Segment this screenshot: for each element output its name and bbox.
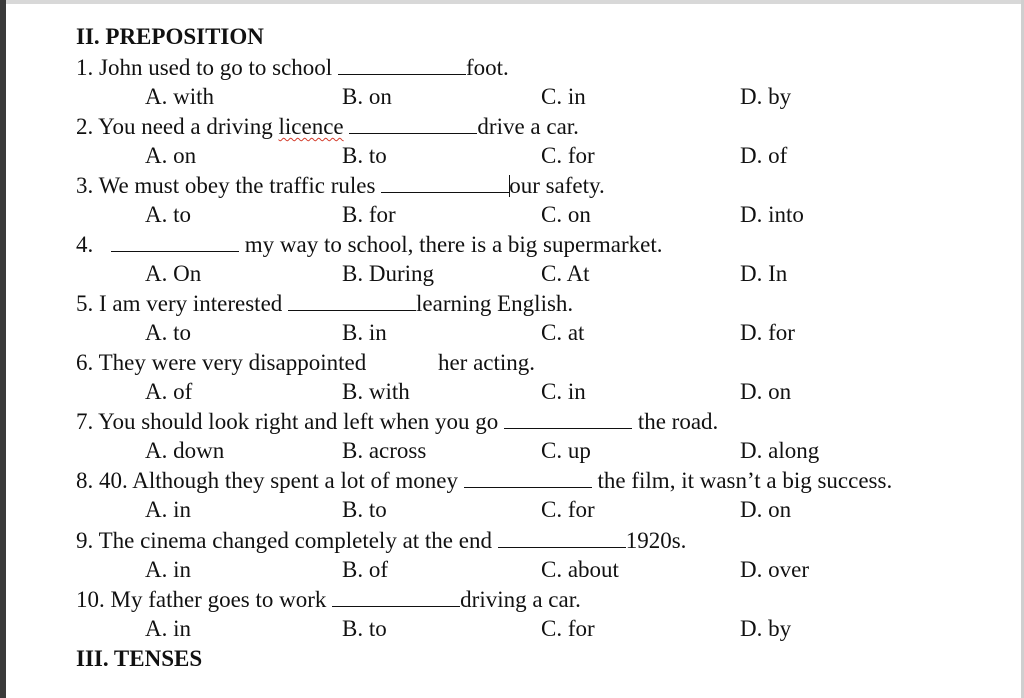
option-d: D. into bbox=[740, 202, 804, 227]
answer-blank[interactable] bbox=[332, 588, 460, 607]
section-heading-tenses: III. TENSES bbox=[76, 646, 203, 671]
answer-blank[interactable] bbox=[111, 233, 239, 252]
option-d: D. on bbox=[740, 497, 792, 522]
option-a: A. with bbox=[145, 84, 214, 109]
option-b: B. to bbox=[342, 143, 387, 168]
question-text-after: drive a car. bbox=[477, 114, 579, 139]
answer-blank[interactable] bbox=[498, 529, 626, 548]
option-c: C. at bbox=[541, 320, 585, 345]
answer-blank[interactable] bbox=[381, 174, 509, 193]
question-text-after: her acting. bbox=[437, 350, 536, 375]
question-text-after: our safety. bbox=[509, 173, 605, 198]
question-text-after: my way to school, there is a big supermarket. bbox=[244, 232, 663, 257]
option-b: B. on bbox=[342, 84, 392, 109]
question-text-after: learning English. bbox=[416, 291, 574, 316]
question-6 bbox=[76, 349, 535, 377]
question-text-after: foot. bbox=[465, 55, 509, 80]
option-c: C. in bbox=[541, 379, 586, 404]
question-9 bbox=[76, 527, 686, 555]
question-text: You need a driving bbox=[98, 114, 273, 139]
answer-blank[interactable] bbox=[349, 115, 477, 134]
question-number: 10. bbox=[76, 587, 105, 612]
option-a: A. down bbox=[145, 438, 225, 463]
spellcheck-word: licence bbox=[278, 114, 344, 139]
question-text: John used to go to school bbox=[99, 55, 333, 80]
option-d: D. along bbox=[740, 438, 820, 463]
question-number: 8. bbox=[76, 468, 94, 493]
option-b: B. to bbox=[342, 497, 387, 522]
answer-blank[interactable] bbox=[288, 292, 416, 311]
question-text: My father goes to work bbox=[110, 587, 327, 612]
option-a: A. of bbox=[145, 379, 193, 404]
question-number: 5. bbox=[76, 291, 94, 316]
question-number: 9. bbox=[76, 528, 94, 553]
option-d: D. for bbox=[740, 320, 795, 345]
question-number: 3. bbox=[76, 173, 94, 198]
option-d: D. In bbox=[740, 261, 788, 286]
option-b: B. of bbox=[342, 557, 388, 582]
option-b: B. with bbox=[342, 379, 410, 404]
option-c: C. in bbox=[541, 84, 586, 109]
option-a: A. in bbox=[145, 497, 191, 522]
option-c: C. about bbox=[541, 557, 619, 582]
question-2 bbox=[76, 113, 579, 141]
option-a: A. to bbox=[145, 202, 191, 227]
option-a: A. to bbox=[145, 320, 191, 345]
option-b: B. in bbox=[342, 320, 387, 345]
option-b: B. During bbox=[342, 261, 434, 286]
answer-blank[interactable] bbox=[504, 410, 632, 429]
question-4 bbox=[76, 231, 662, 259]
question-number: 6. bbox=[76, 350, 94, 375]
question-text: The cinema changed completely at the end bbox=[98, 528, 492, 553]
option-d: D. by bbox=[740, 616, 792, 641]
question-text: 40. Although they spent a lot of money bbox=[99, 468, 459, 493]
option-c: C. on bbox=[541, 202, 591, 227]
question-number: 4. bbox=[76, 232, 94, 257]
question-3 bbox=[76, 172, 605, 200]
option-a: A. On bbox=[145, 261, 202, 286]
option-c: C. for bbox=[541, 143, 595, 168]
question-text: You should look right and left when you go bbox=[98, 409, 499, 434]
option-c: C. for bbox=[541, 497, 595, 522]
question-5 bbox=[76, 290, 573, 318]
question-text-after: 1920s. bbox=[625, 528, 687, 553]
option-a: A. in bbox=[145, 616, 191, 641]
option-d: D. over bbox=[740, 557, 809, 582]
option-d: D. on bbox=[740, 379, 792, 404]
section-heading-preposition: II. PREPOSITION bbox=[76, 24, 264, 49]
option-a: A. on bbox=[145, 143, 197, 168]
question-8 bbox=[76, 467, 892, 495]
question-text: They were very disappointed bbox=[98, 350, 367, 375]
option-b: B. to bbox=[342, 616, 387, 641]
question-number: 2. bbox=[76, 114, 94, 139]
question-text: I am very interested bbox=[99, 291, 283, 316]
question-10 bbox=[76, 586, 581, 614]
question-text-after: the road. bbox=[637, 409, 719, 434]
option-c: C. At bbox=[541, 261, 590, 286]
question-number: 1. bbox=[76, 55, 94, 80]
question-text: We must obey the traffic rules bbox=[98, 173, 376, 198]
answer-blank[interactable] bbox=[464, 469, 592, 488]
answer-blank[interactable] bbox=[338, 56, 466, 75]
option-c: C. for bbox=[541, 616, 595, 641]
question-text-after: driving a car. bbox=[460, 587, 581, 612]
option-d: D. of bbox=[740, 143, 788, 168]
question-text-after: the film, it wasn’t a big success. bbox=[597, 468, 893, 493]
option-c: C. up bbox=[541, 438, 591, 463]
option-b: B. across bbox=[342, 438, 427, 463]
question-number: 7. bbox=[76, 409, 94, 434]
option-d: D. by bbox=[740, 84, 792, 109]
question-1 bbox=[76, 54, 509, 82]
option-a: A. in bbox=[145, 557, 191, 582]
question-7 bbox=[76, 408, 718, 436]
option-b: B. for bbox=[342, 202, 396, 227]
